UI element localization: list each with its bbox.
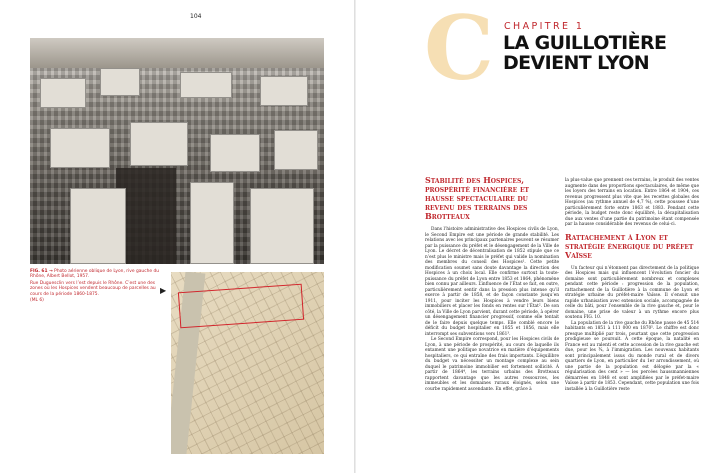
- text-column-right: [565, 178, 699, 392]
- paragraph: la plus-value que prennent ces terrains, le produit des ventes augmente dans des proportions spectaculaires, de même que les loyers des terrains en location. Entre 1864 et 1904, ces revenus progressent plus vite que les recettes globales des Hospices (au rythme annuel de 4,7 %), cette poussee d’une particulièrement forte entre 1863 et 1883. Pendant cette période, la budget reste donc équilibré, la décapitalisation due aux ventes d’une partie du patrimoine étant compensée par la hausse considérable des revenus de celui-ci.: [565, 178, 699, 227]
- page-number: 104: [190, 13, 202, 20]
- figure-reference: (ML 6): [30, 298, 44, 304]
- figure-caption: [30, 269, 166, 303]
- chapter-initial: C: [424, 0, 495, 100]
- figure-label: FIG. 61 →: [30, 269, 53, 274]
- page-gutter: [354, 0, 356, 473]
- paragraph: La population de la rive gauche du Rhône passe de 45 514 habitants en 1851 à 111 000 en 1870⁵. Le chiffre est donc presque multiplié par trois, pourtant que cette progression prodigieuse se poursuit. À cette époque, la natalité en France est au ralenti et cette accession de la rive gauche est due, pour les ¾, à l’immigration. Les nouveaux habitants sont principalement issus du monde rural et de divers quartiers de Lyon, en particulier du 1er arrondissement, où une partie de la population est délogée par la « régularisation des cent » — les percées haussmanniennes démarrées en 1848 et sont amplifiées par le préfet-maire Vaïsse à partir de 1853. Cependant, cette population une fois installée à la Guillotière reste: [565, 320, 699, 392]
- aerial-photo: [30, 38, 324, 264]
- chapter-title: LA GUILLOTIÈRE DEVIENT LYON: [503, 32, 667, 74]
- text-column-left: [425, 176, 559, 392]
- chapter-label: CHAPITRE 1: [504, 21, 585, 32]
- section-heading: Stabilité des Hospices, prospérité financière et hausse spectaculaire du revenu des terrains des Brotteaux: [425, 175, 529, 221]
- historic-map: [171, 272, 324, 454]
- figure-description: Rue Duguesclin vers l’est depuis le Rhône. C’est une des zones où les Hospices vendent beaucoup de parcelles au cours de la période 1860-1875.: [30, 280, 156, 297]
- section-heading: Rattachement à Lyon et stratégie énergique du préfet Vaïsse: [565, 231, 694, 260]
- figure-caption-text: Photo aérienne oblique de Lyon, rive gauche du Rhône, Albert Bellot, 1957.: [30, 269, 160, 280]
- map-highlight-frame: [178, 284, 304, 329]
- paragraph: Un facteur qui n’étonnent pas directement de la politique des Hospices mais qui influencent l’évolution foncier du domaine sont particulièrement nombreux et complexes pendant cette période : progression de la population, rattachement de la Guillotière à la commune de Lyon et stratégie urbaine du préfet-maire Vaïsse. Il s’ensuit une rapide urbanisation avec extension sociale, accompagnée de celle du bâti, pour l’ensemble de la rive gauche et, pour le domaine, une prise de valeur à un rythme encore plus soutenu FIG. 10.: [565, 265, 699, 320]
- paragraph: Le Second Empire correspond, pour les Hospices civils de Lyon, à une période de prospérité, au cours de laquelle ils entament une politique novatrice en matière d’équipements hospitaliers, ce qui entraîne des frais importants. L’équilibre du budget va nécessiter un montage complexe au sein duquel le patrimoine immobilier est fortement sollicité. À partir de 1864⁴, les terrains urbains des Brotteaux rapportent davantage que les autres ressources, les immeubles et les domaines ruraux éloignés, selon une courbe rapidement ascendante. En effet, grâce à: [425, 337, 559, 392]
- paragraph: Dans l’histoire administrative des Hospices civils de Lyon, le Second Empire est une période de grande stabilité. Les relations avec les principaux partenaires peuvent se résumer par la puissance du préfet et le désengagement de la Ville de Lyon. Le décret de décentralisation de 1852 stipule que ce n’est plus le ministre mais le préfet qui valide la nomination des membres du conseil des Hospices¹. Cette petite modification soumet sans doute davantage la direction des Hospices à un choix local. Elle confirme surtout la toute-puissance du préfet de Lyon entre 1853 et 1864, phénomène bien connu par ailleurs. L’influence de l’État se fait, en outre, particulièrement sentir dans la pression plus intense qu’il exerce à partir de 1858, et de façon constante jusqu’en 1911, pour inciter les Hospices à vendre leurs biens immobiliers et placer les fonds en rentes sur l’État². De son côté, la Ville de Lyon parvient, durant cette période, à opérer un désengagement financier progressif, comme elle tentait de le faire depuis quelque temps. Elle comblé encore le déficit du budget hospitalier en 1855 et 1856, mais elle interrompt ses subventions vers 1861³.: [425, 227, 559, 337]
- map-arrow-icon: ▶: [160, 286, 167, 295]
